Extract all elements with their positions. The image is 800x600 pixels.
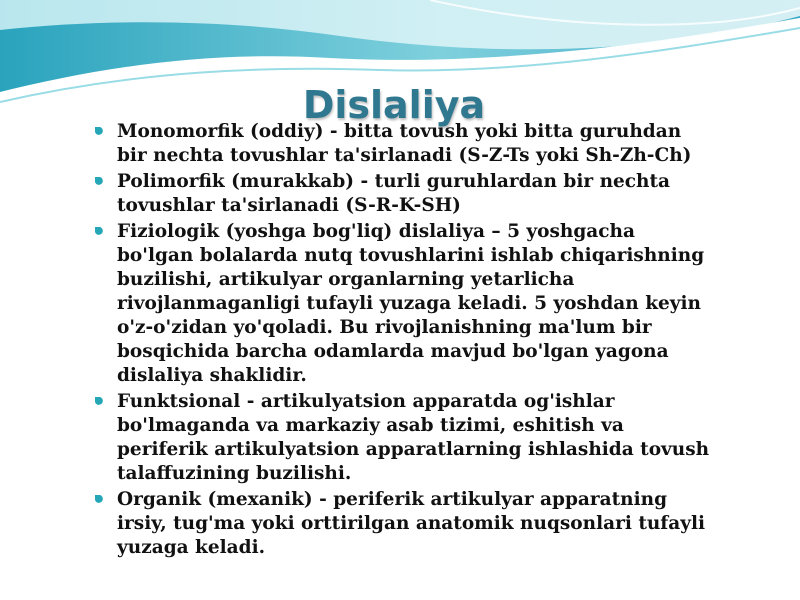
slide-title: Dislaliya — [302, 83, 486, 127]
list-item-text: Polimorfik (murakkab) - turli guruhlardan bir nechta tovushlar ta'sirlanadi (S-R-K-SH) — [117, 171, 671, 216]
teardrop-bullet-icon — [94, 396, 104, 406]
list-item-text: Funktsional - artikulyatsion apparatda og'ishlar bo'lmaganda va markaziy asab tizimi, eshitish va periferik artikulyatsion apparatlarning ishlashida tovush talaffuzining buzilishi. — [117, 391, 710, 484]
list-item — [94, 120, 714, 168]
list-item — [94, 220, 714, 388]
bullet-list — [94, 120, 714, 562]
list-item — [94, 390, 714, 486]
teardrop-bullet-icon — [94, 226, 104, 236]
list-item-text: Organik (mexanik) - periferik artikulyar apparatning irsiy, tug'ma yoki orttirilgan anatomik nuqsonlari tufayli yuzaga keladi. — [117, 489, 706, 558]
list-item-text: Fiziologik (yoshga bog'liq) dislaliya – 5 yoshgacha bo'lgan bolalarda nutq tovushlarini ishlab chiqarishning buzilishi, artikulyar organlarning yetarlicha rivojlanmaganligi tufayli yuzaga keladi. 5 yoshdan keyin o'z-o'zidan yo'qoladi. Bu rivojlanishning ma'lum bir bosqichida barcha odamlarda mavjud bo'lgan yagona dislaliya shaklidir. — [117, 221, 705, 386]
list-item — [94, 170, 714, 218]
teardrop-bullet-icon — [94, 176, 104, 186]
teardrop-bullet-icon — [94, 494, 104, 504]
list-item — [94, 488, 714, 560]
list-item-text: Monomorfik (oddiy) - bitta tovush yoki bitta guruhdan bir nechta tovushlar ta'sirlanadi (S-Z-Ts yoki Sh-Zh-Ch) — [117, 121, 692, 166]
teardrop-bullet-icon — [94, 126, 104, 136]
